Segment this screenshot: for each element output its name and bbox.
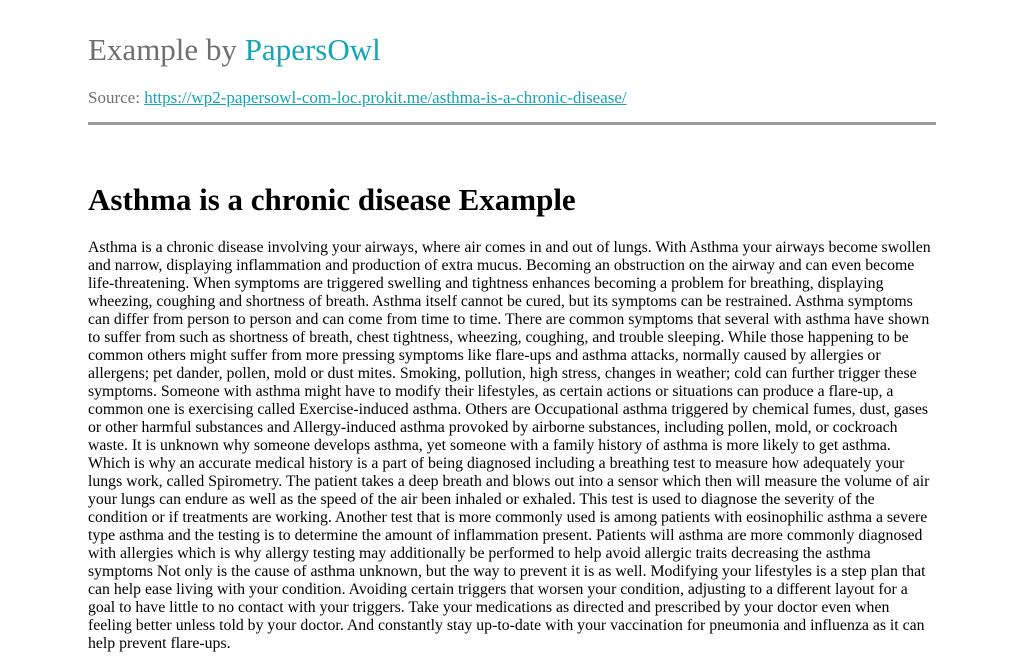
brand-heading (88, 30, 381, 70)
brand-prefix: Example by (88, 32, 245, 67)
source-link[interactable]: https://wp2-papersowl-com-loc.prokit.me/asthma-is-a-chronic-disease/ (144, 88, 627, 107)
brand-name-link[interactable]: PapersOwl (244, 32, 381, 67)
source-label: Source: (88, 88, 145, 107)
header-divider (88, 122, 936, 125)
document-title: Asthma is a chronic disease Example (88, 182, 576, 217)
document-body: Asthma is a chronic disease involving your airways, where air comes in and out of lungs. With Asthma your airways become swollen and narrow, displaying inflammation and production of extra mucus. Becoming an obstruction on the airway and can even become life-threatening. When symptoms are triggered swelling and tightness enhances becoming a problem for breathing, displaying wheezing, coughing and shortness of breath. Asthma itself cannot be cured, but its symptoms can be restrained. Asthma symptoms can differ from person to person and can come from time to time. There are common symptoms that several with asthma have shown to suffer from such as shortness of breath, chest tightness, wheezing, coughing, and trouble sleeping. While those happening to be common others might suffer from more pressing symptoms like flare-ups and asthma attacks, normally caused by allergies or allergens; pet dander, pollen, mold or dust mites. Smoking, pollution, high stress, changes in weather; cold can further trigger these symptoms. Someone with asthma might have to modify their lifestyles, as certain actions or situations can produce a flare-up, a common one is exercising called Exercise-induced asthma. Others are Occupational asthma triggered by chemical fumes, dust, gases or other harmful substances and Allergy-induced asthma provoked by airborne substances, including pollen, mold, or cockroach waste. It is unknown why someone develops asthma, yet someone with a family history of asthma is more likely to get asthma. Which is why an accurate medical history is a part of being diagnosed including a breathing test to measure how adequately your lungs work, called Spirometry. The patient takes a deep breath and blows out into a sensor which then will measure the volume of air your lungs can endure as well as the speed of the air been inhaled or exhaled. This test is used to diagnose the severity of the condition or if treatments are working. Another test that is more commonly used is among patients with eosinophilic asthma a severe type asthma and the testing is to determine the amount of inflammation present. Patients will asthma are more commonly diagnosed with allergies which is why allergy testing may additionally be performed to help avoid allergic traits decreasing the asthma symptoms Not only is the cause of asthma unknown, but the way to prevent it is as well. Modifying your lifestyles is a step plan that can help ease living with your condition. Avoiding certain triggers that worsen your condition, adjusting to a different layout for a goal to have little to no contact with your triggers. Take your medications as directed and prescribed by your doctor even when feeling better unless told by your doctor. And constantly stay up-to-date with your vaccination for pneumonia and influenza as it can help prevent flare-ups. (88, 239, 931, 652)
source-line (88, 87, 627, 109)
